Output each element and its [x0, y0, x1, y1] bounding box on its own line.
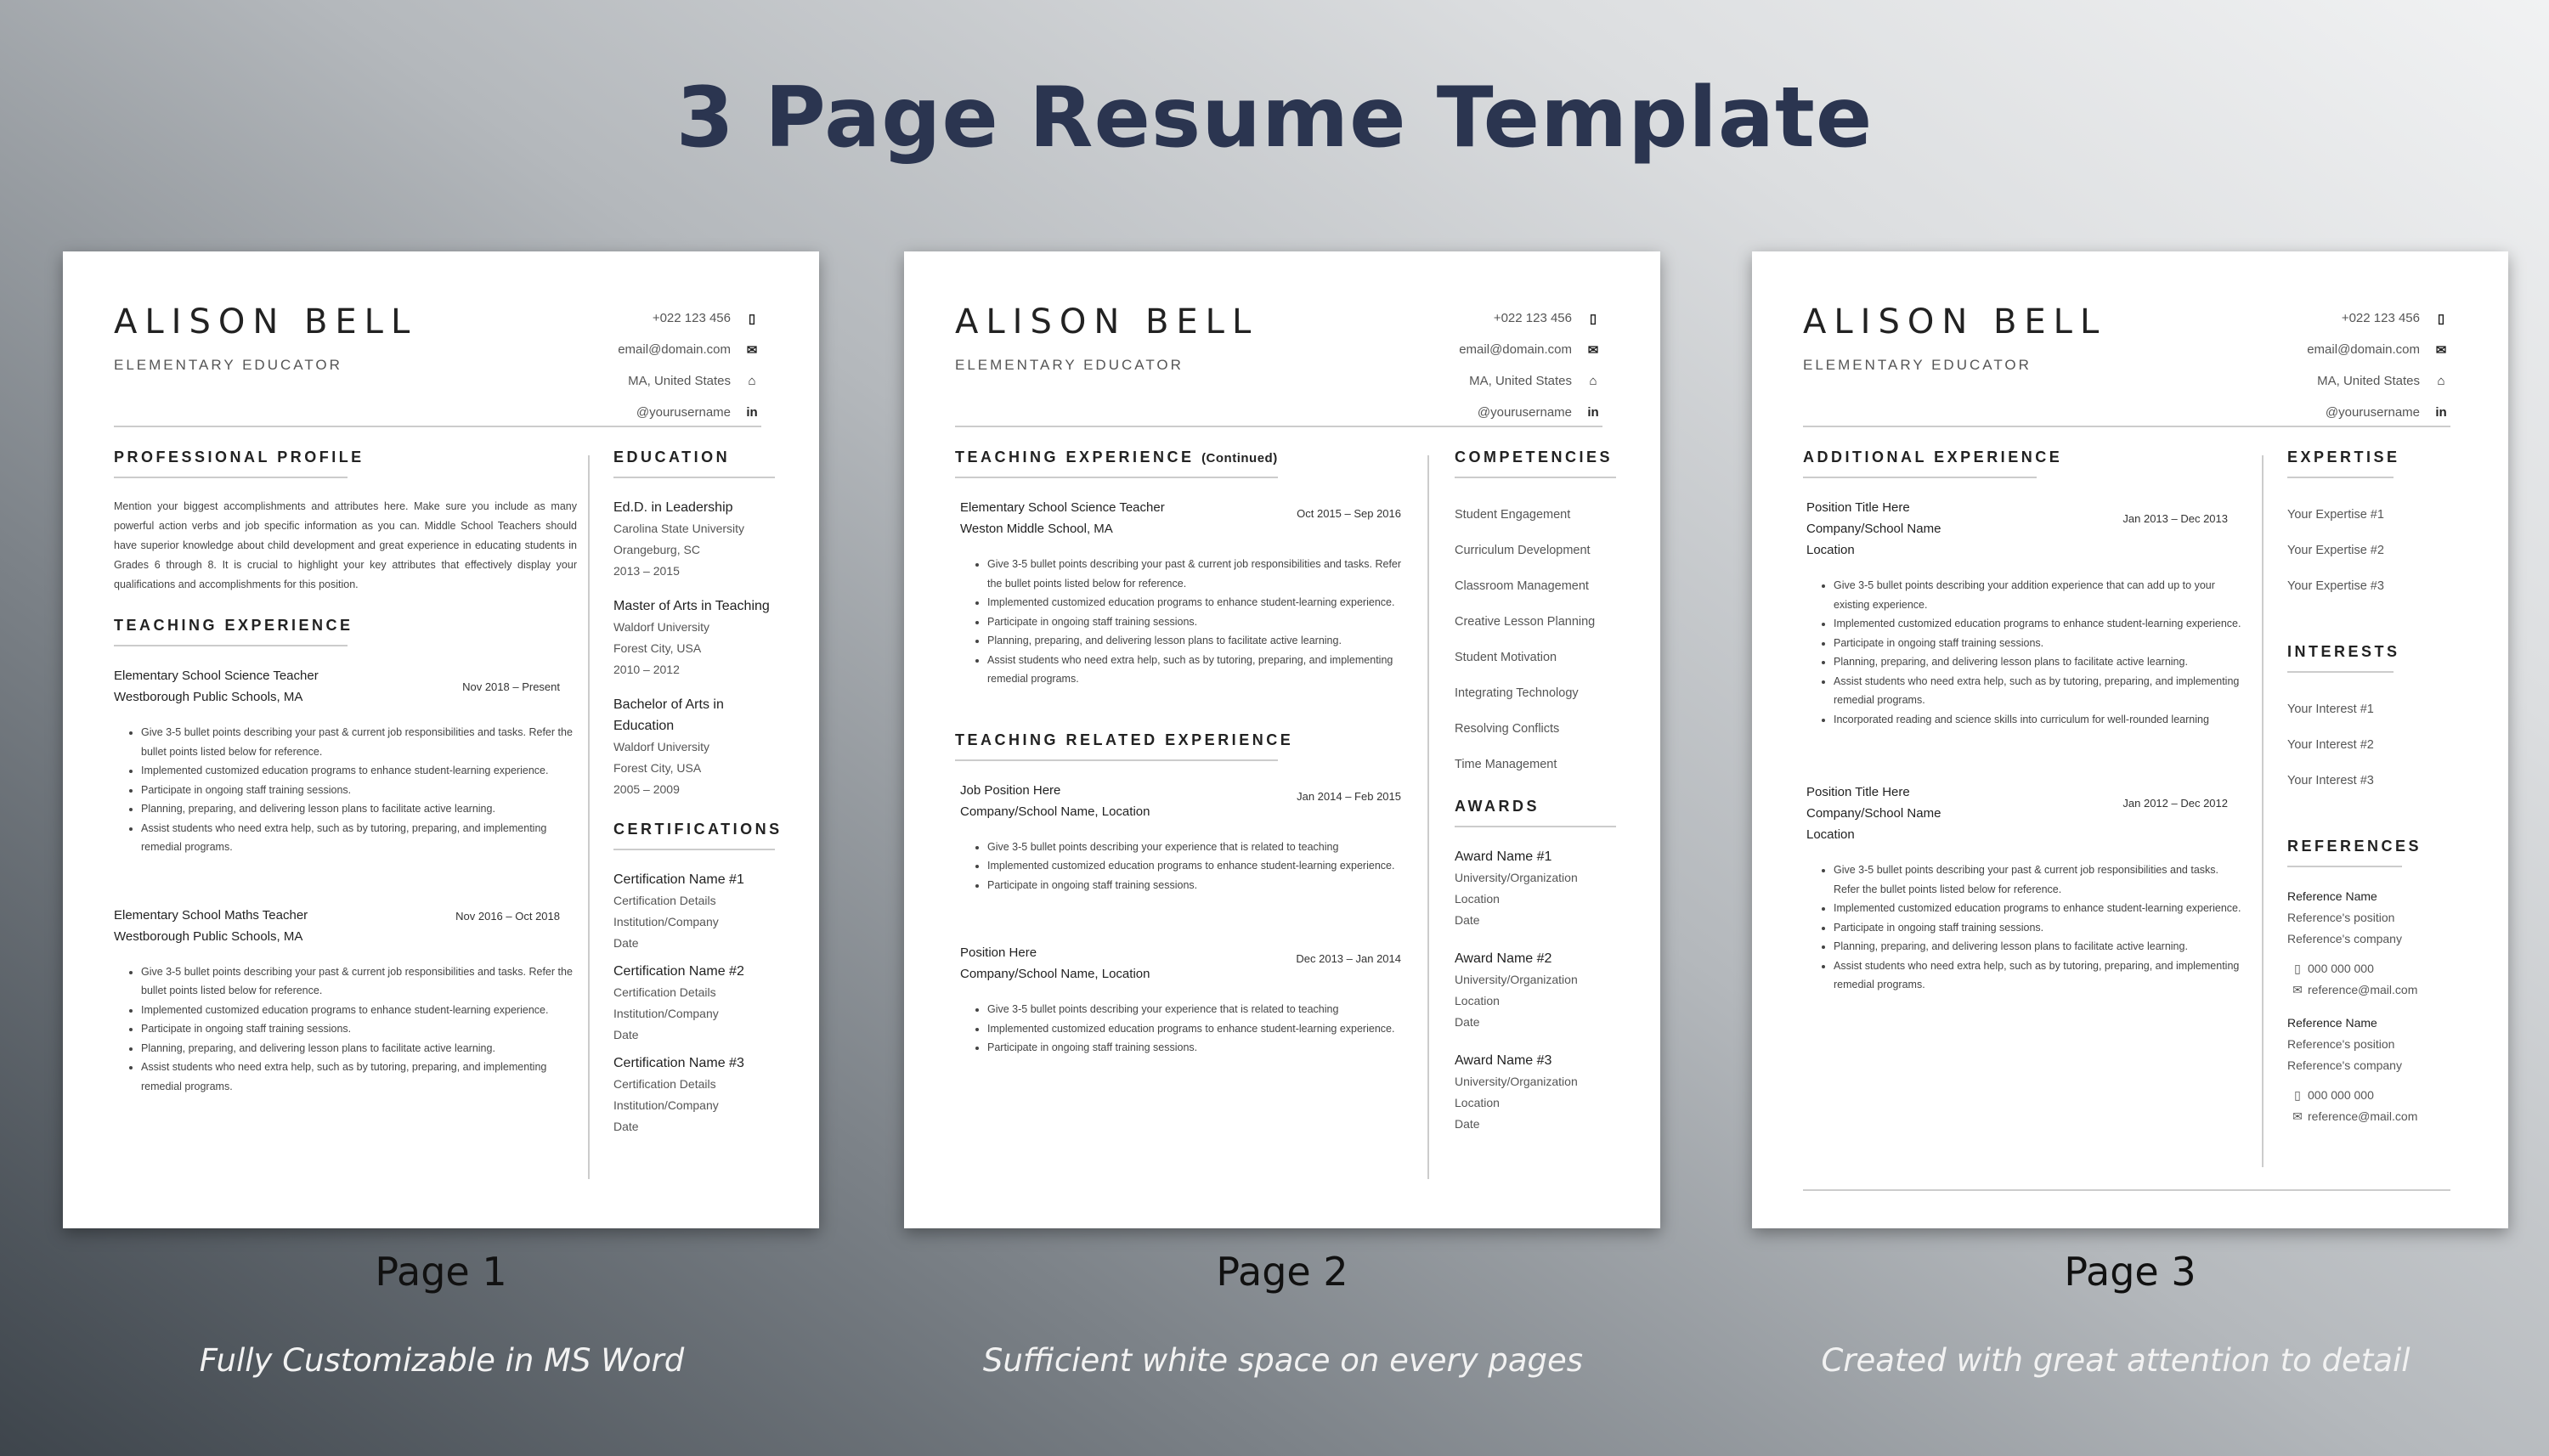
job-title: Position Here — [960, 945, 1037, 960]
expertise-item: Your Expertise #1 — [2287, 508, 2384, 522]
tagline-1: Fully Customizable in MS Word — [199, 1342, 685, 1379]
column-divider — [588, 455, 590, 1179]
ref-email: reference@mail.com — [2308, 1109, 2418, 1123]
cert-entry — [613, 1052, 783, 1137]
reference-entry — [2287, 1013, 2457, 1127]
envelope-icon: ✉ — [2292, 1109, 2303, 1123]
resume-role: ELEMENTARY EDUCATOR — [1803, 357, 2032, 373]
section-heading: ADDITIONAL EXPERIENCE — [1803, 449, 2063, 466]
exp-note: (Continued) — [1201, 451, 1278, 466]
cert-date: Date — [613, 1120, 639, 1133]
list-item: • Give 3-5 bullet points describing your experience that is related to teaching — [987, 838, 1418, 857]
tagline-3: Created with great attention to detail — [1821, 1342, 2411, 1379]
header-divider — [114, 426, 761, 427]
award-location: Location — [1455, 892, 1500, 906]
list-item: • Give 3-5 bullet points describing your past & current job responsibilities and tasks. Refer the bullet points listed below for reference. — [141, 962, 577, 1001]
job-entry — [955, 497, 1418, 689]
contact-block — [506, 302, 761, 428]
ref-name: Reference Name — [2287, 1016, 2377, 1030]
list-item: • Implemented customized education programs to enhance student-learning experience. — [1834, 899, 2245, 918]
award-date: Date — [1455, 1015, 1480, 1029]
degree: Master of Arts in Teaching — [613, 599, 770, 613]
reference-entry — [2287, 886, 2457, 1001]
education-entry — [613, 497, 783, 582]
header-divider — [1803, 426, 2450, 427]
award-entry — [1455, 948, 1625, 1033]
award-name: Award Name #1 — [1455, 849, 1552, 864]
location-text: MA, United States — [2317, 374, 2420, 388]
list-item: • Planning, preparing, and delivering lesson plans to facilitate active learning. — [1834, 652, 2245, 672]
competency-item: Student Motivation — [1455, 651, 1557, 664]
job-entry — [114, 905, 577, 1097]
page-label-2: Page 2 — [1216, 1249, 1348, 1295]
ref-name: Reference Name — [2287, 889, 2377, 903]
linkedin-icon: in — [2435, 405, 2447, 420]
list-item: • Participate in ongoing staff training sessions. — [987, 612, 1418, 632]
school: Waldorf University — [613, 740, 710, 753]
job-bullets — [114, 962, 577, 1097]
list-item: • Implemented customized education programs to enhance student-learning experience. — [141, 1001, 577, 1020]
phone-text: +022 123 456 — [1493, 311, 1572, 325]
section-heading: INTERESTS — [2287, 643, 2400, 660]
list-item: • Give 3-5 bullet points describing your past & current job responsibilities and tasks. Refer the bullet points listed below for reference. — [987, 555, 1418, 593]
section-heading: EXPERTISE — [2287, 449, 2400, 466]
award-location: Location — [1455, 994, 1500, 1007]
section-heading: AWARDS — [1455, 798, 1540, 815]
award-date: Date — [1455, 1117, 1480, 1131]
cert-name: Certification Name #3 — [613, 1056, 744, 1070]
job-date: Nov 2016 – Oct 2018 — [455, 909, 560, 923]
phone-icon: ▯ — [1589, 311, 1597, 326]
list-item: • Implemented customized education programs to enhance student-learning experience. — [141, 761, 577, 781]
ref-phone: 000 000 000 — [2308, 962, 2374, 975]
footer-divider — [1803, 1189, 2450, 1191]
award-org: University/Organization — [1455, 1075, 1578, 1088]
email-text: email@domain.com — [2307, 342, 2420, 357]
school: Carolina State University — [613, 522, 745, 535]
phone-icon: ▯ — [2294, 962, 2301, 975]
ref-phone: 000 000 000 — [2308, 1088, 2374, 1102]
section-heading: TEACHING RELATED EXPERIENCE — [955, 731, 1294, 748]
job-title: Elementary School Science Teacher — [960, 500, 1165, 515]
phone-text: +022 123 456 — [652, 311, 731, 325]
competency-item: Classroom Management — [1455, 579, 1589, 593]
page-label-3: Page 3 — [2064, 1249, 2196, 1295]
interest-item: Your Interest #1 — [2287, 703, 2374, 716]
job-bullets — [960, 555, 1418, 689]
contact-block — [1348, 302, 1602, 428]
job-date: Dec 2013 – Jan 2014 — [1296, 952, 1401, 965]
job-bullets — [114, 723, 577, 857]
ref-position: Reference's position — [2287, 911, 2395, 924]
ref-company: Reference's company — [2287, 932, 2402, 945]
email-text: email@domain.com — [1459, 342, 1572, 357]
years: 2013 – 2015 — [613, 564, 680, 578]
cert-name: Certification Name #2 — [613, 964, 744, 979]
column-divider — [2262, 455, 2264, 1167]
username-text: @yourusername — [1477, 405, 1572, 420]
job-org: Company/School Name — [1806, 522, 1941, 536]
home-icon: ⌂ — [748, 374, 756, 388]
resume-name: ALISON BELL — [1803, 302, 2107, 341]
home-icon: ⌂ — [2437, 374, 2445, 388]
page-label-1: Page 1 — [375, 1249, 507, 1295]
envelope-icon: ✉ — [746, 342, 758, 358]
school: Waldorf University — [613, 620, 710, 634]
job-org: Company/School Name, Location — [960, 967, 1150, 981]
list-item: • Assist students who need extra help, such as by tutoring, preparing, and implementing remedial programs. — [987, 651, 1418, 689]
list-item: • Assist students who need extra help, such as by tutoring, preparing, and implementing remedial programs. — [141, 1058, 577, 1096]
section-heading: EDUCATION — [613, 449, 731, 466]
section-heading: COMPETENCIES — [1455, 449, 1614, 466]
list-item: • Participate in ongoing staff training sessions. — [1834, 918, 2245, 938]
header-divider — [955, 426, 1602, 427]
place: Orangeburg, SC — [613, 543, 700, 556]
job-org: Company/School Name, Location — [960, 804, 1150, 819]
phone-icon: ▯ — [2437, 311, 2445, 326]
job-title: Elementary School Maths Teacher — [114, 907, 308, 923]
job-date: Oct 2015 – Sep 2016 — [1297, 507, 1401, 520]
profile-text: Mention your biggest accomplishments and attributes here. Make sure you include as many powerful action verbs and job specific information as you can. Middle School Teachers should have superior knowledge about child development and great experience in educating students in Grades 6 through 8. It is crucial to highlight your key attributes that effectively display your qualifications and accomplishments for this position. — [114, 500, 577, 590]
resume-page-1 — [63, 251, 819, 1228]
email-text: email@domain.com — [618, 342, 731, 357]
interest-item: Your Interest #3 — [2287, 774, 2374, 787]
competency-item: Creative Lesson Planning — [1455, 615, 1596, 629]
list-item: • Planning, preparing, and delivering lesson plans to facilitate active learning. — [141, 1039, 577, 1058]
location-text: MA, United States — [628, 374, 731, 388]
location-text: MA, United States — [1469, 374, 1572, 388]
job-title: Elementary School Science Teacher — [114, 669, 319, 683]
cert-inst: Institution/Company — [613, 1098, 719, 1112]
list-item: • Participate in ongoing staff training sessions. — [987, 876, 1418, 895]
job-entry — [1803, 497, 2245, 729]
years: 2005 – 2009 — [613, 782, 680, 796]
list-item: • Participate in ongoing staff training sessions. — [1834, 634, 2245, 653]
envelope-icon: ✉ — [1587, 342, 1599, 358]
cert-inst: Institution/Company — [613, 1007, 719, 1020]
list-item: • Participate in ongoing staff training sessions. — [141, 1019, 577, 1039]
cert-details: Certification Details — [613, 985, 716, 999]
list-item: • Planning, preparing, and delivering lesson plans to facilitate active learning. — [987, 631, 1418, 651]
ref-company: Reference's company — [2287, 1058, 2402, 1072]
main-column — [955, 449, 1418, 1058]
job-title: Position Title Here — [1806, 500, 1910, 515]
phone-icon: ▯ — [2294, 1088, 2301, 1102]
job-entry — [955, 942, 1418, 1058]
award-name: Award Name #3 — [1455, 1053, 1552, 1068]
award-org: University/Organization — [1455, 871, 1578, 884]
cert-details: Certification Details — [613, 894, 716, 907]
username-text: @yourusername — [636, 405, 731, 420]
resume-name: ALISON BELL — [114, 302, 418, 341]
ref-position: Reference's position — [2287, 1037, 2395, 1051]
column-divider — [1427, 455, 1429, 1179]
contact-block — [2196, 302, 2450, 428]
award-name: Award Name #2 — [1455, 951, 1552, 966]
award-entry — [1455, 1050, 1625, 1135]
list-item: • Planning, preparing, and delivering lesson plans to facilitate active learning. — [1834, 937, 2245, 957]
job-location: Location — [1806, 543, 1855, 557]
main-column — [114, 449, 577, 1096]
job-date: Jan 2014 – Feb 2015 — [1297, 789, 1401, 803]
resume-role: ELEMENTARY EDUCATOR — [955, 357, 1184, 373]
place: Forest City, USA — [613, 761, 702, 775]
home-icon: ⌂ — [1589, 374, 1597, 388]
cert-date: Date — [613, 1028, 639, 1041]
cert-name: Certification Name #1 — [613, 872, 744, 887]
side-column — [2287, 449, 2457, 1127]
degree: Ed.D. in Leadership — [613, 500, 733, 515]
username-text: @yourusername — [2325, 405, 2420, 420]
resume-page-3 — [1752, 251, 2508, 1228]
list-item: • Assist students who need extra help, such as by tutoring, preparing, and implementing remedial programs. — [1834, 672, 2245, 710]
envelope-icon: ✉ — [2435, 342, 2447, 358]
side-column — [1455, 449, 1625, 1135]
resume-role: ELEMENTARY EDUCATOR — [114, 357, 342, 373]
section-heading: REFERENCES — [2287, 838, 2422, 855]
award-entry — [1455, 846, 1625, 931]
main-column — [1803, 449, 2245, 995]
job-org: Westborough Public Schools, MA — [114, 690, 303, 704]
tagline-2: Sufficient white space on every pages — [982, 1342, 1584, 1379]
side-column — [613, 449, 783, 1137]
list-item: • Participate in ongoing staff training sessions. — [987, 1038, 1418, 1058]
job-date: Jan 2012 – Dec 2012 — [2122, 797, 2228, 810]
list-item: • Implemented customized education programs to enhance student-learning experience. — [987, 1019, 1418, 1039]
degree: Bachelor of Arts in Education — [613, 697, 724, 733]
job-date: Nov 2018 – Present — [462, 680, 560, 693]
list-item: • Give 3-5 bullet points describing your addition experience that can add up to your existing experience. — [1834, 576, 2245, 614]
job-entry — [955, 780, 1418, 895]
competency-item: Integrating Technology — [1455, 686, 1579, 700]
envelope-icon: ✉ — [2292, 983, 2303, 996]
job-location: Location — [1806, 827, 1855, 842]
award-org: University/Organization — [1455, 973, 1578, 986]
list-item: • Assist students who need extra help, such as by tutoring, preparing, and implementing remedial programs. — [141, 819, 577, 857]
place: Forest City, USA — [613, 641, 702, 655]
cert-entry — [613, 961, 783, 1046]
job-org: Weston Middle School, MA — [960, 522, 1113, 536]
years: 2010 – 2012 — [613, 663, 680, 676]
job-bullets — [960, 1000, 1418, 1058]
expertise-item: Your Expertise #2 — [2287, 544, 2384, 557]
resume-page-2 — [904, 251, 1660, 1228]
job-title: Position Title Here — [1806, 785, 1910, 799]
section-heading: PROFESSIONAL PROFILE — [114, 449, 365, 466]
job-bullets — [1806, 861, 2245, 995]
job-org: Company/School Name — [1806, 806, 1941, 821]
linkedin-icon: in — [746, 405, 758, 420]
interest-item: Your Interest #2 — [2287, 738, 2374, 752]
list-item: • Implemented customized education programs to enhance student-learning experience. — [1834, 614, 2245, 634]
list-item: • Implemented customized education programs to enhance student-learning experience. — [987, 593, 1418, 612]
job-entry — [1803, 782, 2245, 995]
cert-date: Date — [613, 936, 639, 950]
list-item: • Incorporated reading and science skills into curriculum for well-rounded learning — [1834, 710, 2245, 730]
award-date: Date — [1455, 913, 1480, 927]
list-item: • Assist students who need extra help, such as by tutoring, preparing, and implementing remedial programs. — [1834, 957, 2245, 995]
competency-item: Curriculum Development — [1455, 544, 1591, 557]
section-heading: CERTIFICATIONS — [613, 821, 783, 838]
linkedin-icon: in — [1587, 405, 1599, 420]
education-entry — [613, 694, 783, 800]
job-org: Westborough Public Schools, MA — [114, 928, 303, 944]
exp-heading: TEACHING EXPERIENCE — [955, 449, 1195, 466]
phone-icon: ▯ — [748, 311, 756, 326]
list-item: • Participate in ongoing staff training sessions. — [141, 781, 577, 800]
job-bullets — [1806, 576, 2245, 729]
cert-inst: Institution/Company — [613, 915, 719, 928]
job-date: Jan 2013 – Dec 2013 — [2122, 512, 2228, 525]
list-item: • Give 3-5 bullet points describing your past & current job responsibilities and tasks. Refer the bullet points listed below for reference. — [1834, 861, 2245, 899]
resume-name: ALISON BELL — [955, 302, 1259, 341]
job-entry — [114, 665, 577, 857]
award-location: Location — [1455, 1096, 1500, 1109]
cert-details: Certification Details — [613, 1077, 716, 1091]
competency-item: Time Management — [1455, 758, 1557, 771]
ref-email: reference@mail.com — [2308, 983, 2418, 996]
list-item: • Give 3-5 bullet points describing your past & current job responsibilities and tasks. Refer the bullet points listed below for reference. — [141, 723, 577, 761]
list-item: • Give 3-5 bullet points describing your experience that is related to teaching — [987, 1000, 1418, 1019]
main-title: 3 Page Resume Template — [675, 70, 1874, 166]
list-item: • Planning, preparing, and delivering lesson plans to facilitate active learning. — [141, 799, 577, 819]
section-heading — [955, 449, 1418, 466]
job-bullets — [960, 838, 1418, 895]
job-title: Job Position Here — [960, 782, 1061, 798]
phone-text: +022 123 456 — [2341, 311, 2420, 325]
cert-entry — [613, 869, 783, 954]
expertise-item: Your Expertise #3 — [2287, 579, 2384, 593]
competency-item: Student Engagement — [1455, 508, 1571, 522]
list-item: • Implemented customized education programs to enhance student-learning experience. — [987, 856, 1418, 876]
section-heading: TEACHING EXPERIENCE — [114, 617, 353, 634]
competency-item: Resolving Conflicts — [1455, 722, 1560, 736]
education-entry — [613, 595, 783, 680]
